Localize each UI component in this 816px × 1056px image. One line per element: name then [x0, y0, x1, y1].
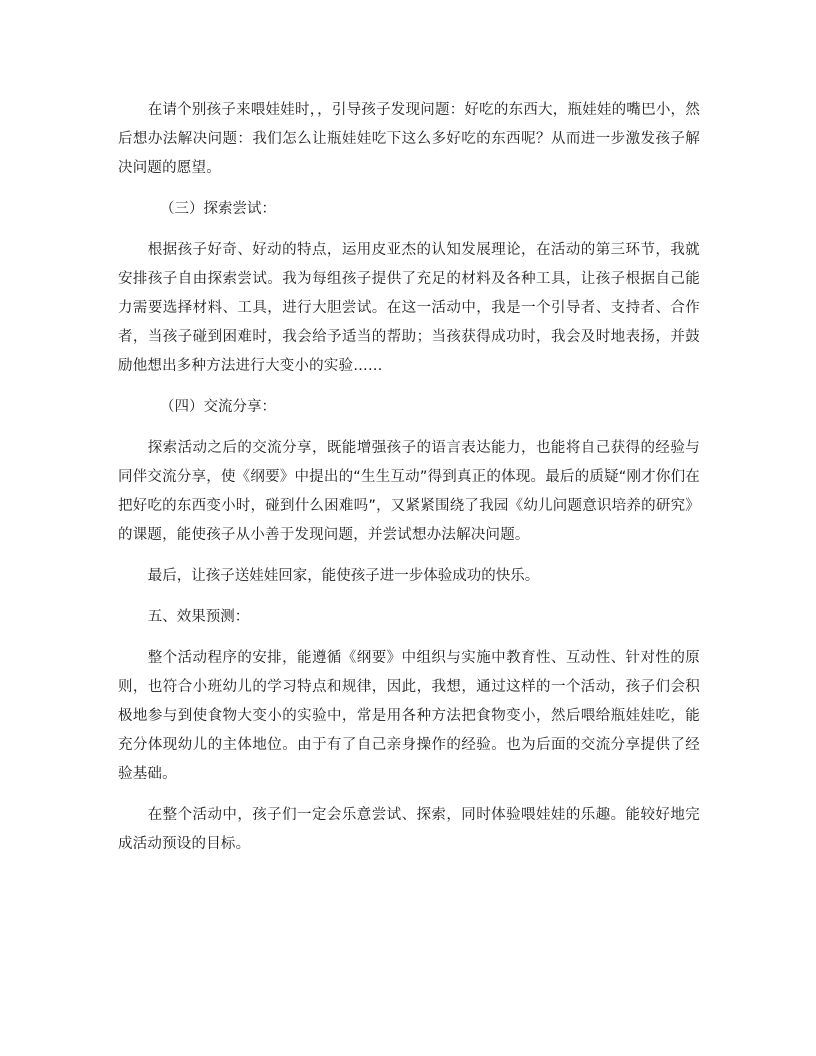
- section-heading-prediction: 五、效果预测：: [147, 609, 250, 625]
- paragraph-problem-discovery: 在请个别孩子来喂娃娃时，，引导孩子发现问题：好吃的东西大，瓶娃娃的嘴巴小，然后想办法解决问题：我们怎么让瓶娃娃吃下这么多好吃的东西呢？从而进一步激发孩子解决问题的愿望。: [118, 102, 700, 176]
- document-body: [118, 96, 700, 859]
- section-heading-explore: （三）探索尝试：: [160, 201, 277, 217]
- paragraph-finale: 最后，让孩子送娃娃回家，能使孩子进一步体验成功的快乐。: [147, 568, 540, 584]
- section-heading-share: （四）交流分享：: [160, 399, 277, 415]
- paragraph-conclusion: 在整个活动中，孩子们一定会乐意尝试、探索，同时体验喂娃娃的乐趣。能较好地完成活动预设的目标。: [118, 807, 700, 852]
- paragraph-prediction: 整个活动程序的安排，能遵循《纲要》中组织与实施中教育性、互动性、针对性的原则，也符合小班幼儿的学习特点和规律，因此，我想，通过这样的一个活动，孩子们会积极地参与到使食物大变小的实验中，常是用各种方法把食物变小，然后喂给瓶娃娃吃，能充分体现幼儿的主体地位。由于有了自己亲身操作的经验。也为后面的交流分享提供了经验基础。: [118, 650, 700, 782]
- paragraph-explore: 根据孩子好奇、好动的特点，运用皮亚杰的认知发展理论，在活动的第三环节，我就安排孩子自由探索尝试。我为每组孩子提供了充足的材料及各种工具，让孩子根据自己能力需要选择材料、工具，进行大胆尝试。在这一活动中，我是一个引导者、支持者、合作者，当孩子碰到困难时，我会给予适当的帮助；当孩获得成功时，我会及时地表扬，并鼓励他想出多种方法进行大变小的实验……: [118, 242, 700, 374]
- paragraph-share: 探索活动之后的交流分享，既能增强孩子的语言表达能力，也能将自己获得的经验与同伴交流分享，使《纲要》中提出的“生生互动”得到真正的体现。最后的质疑“刚才你们在把好吃的东西变小时，碰到什么困难吗”，又紧紧围绕了我园《幼儿问题意识培养的研究》的课题，能使孩子从小善于发现问题，并尝试想办法解决问题。: [118, 440, 700, 543]
